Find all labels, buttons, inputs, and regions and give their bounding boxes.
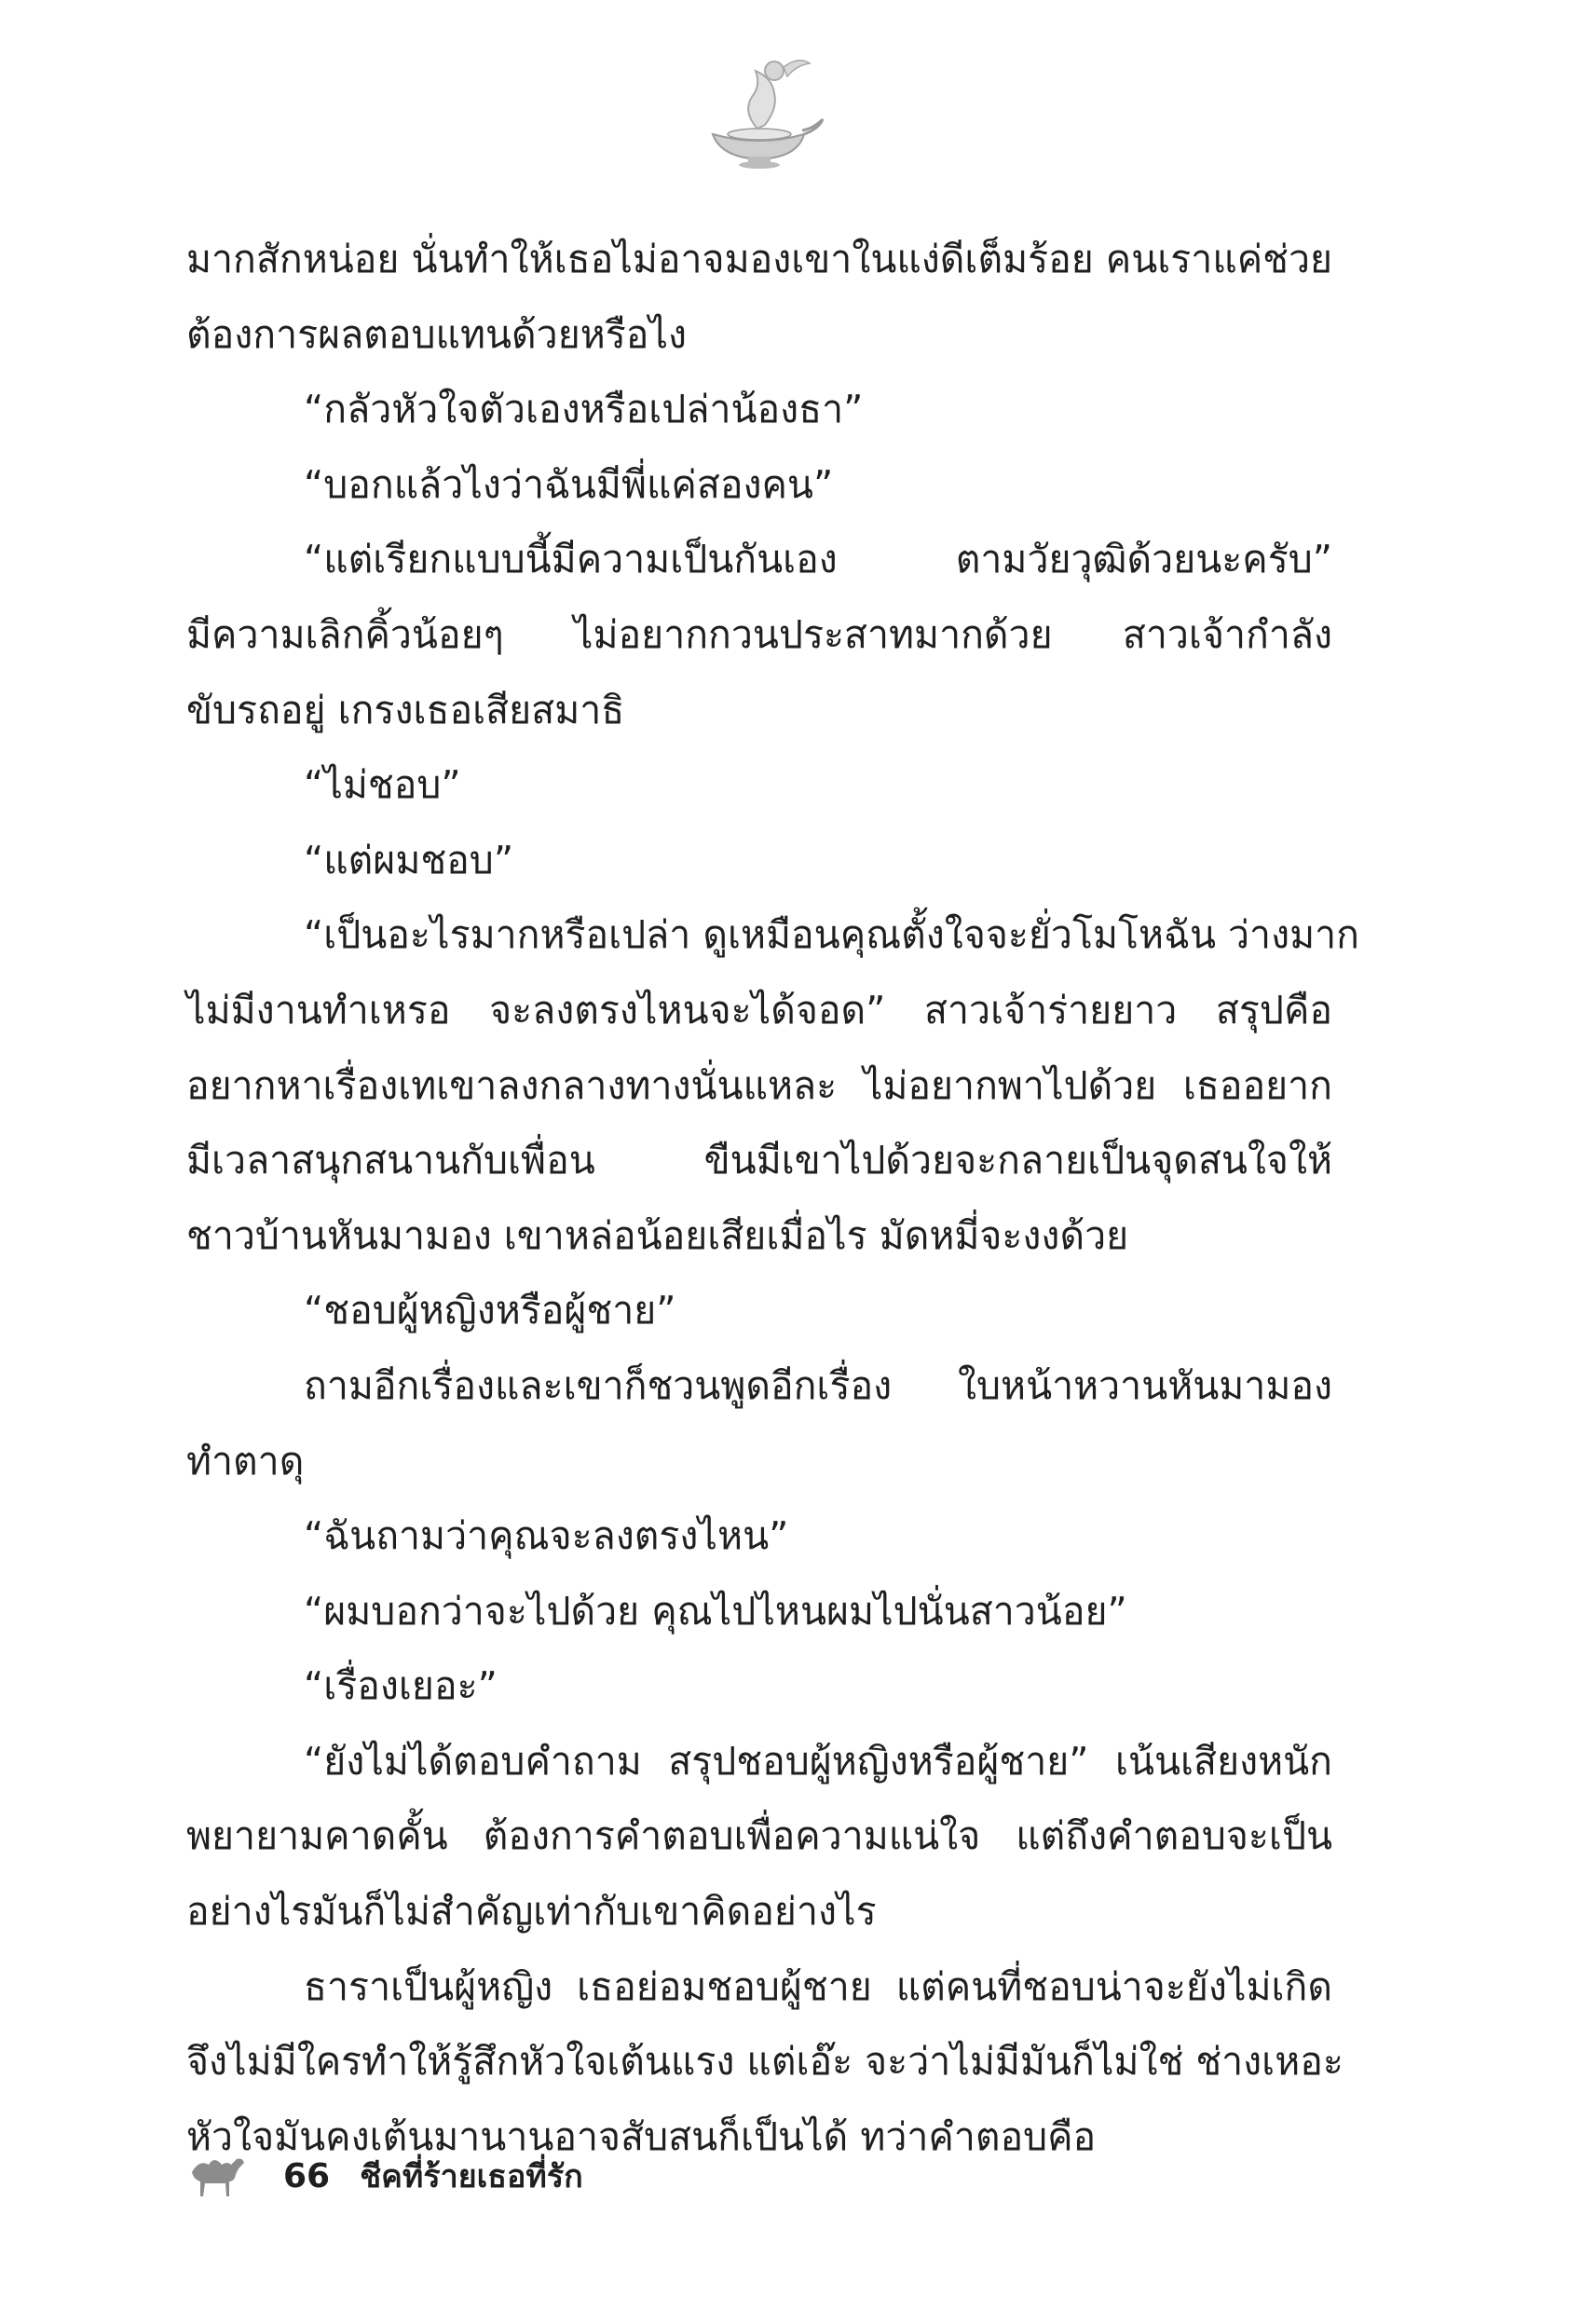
text-line: ขับรถอยู่ เกรงเธอเสียสมาธิ: [186, 687, 625, 732]
text-line: “เรื่องเยอะ”: [304, 1663, 498, 1709]
text-line: “แต่เรียกแบบนี้มีความเป็นกันเอง ตามวัยวุฒิด้วยนะครับ”: [304, 537, 1332, 582]
text-line: ไม่มีงานทำเหรอ จะลงตรงไหนจะได้จอด” สาวเจ้าร่ายยาว สรุปคือ: [186, 987, 1332, 1032]
camel-icon: [186, 2152, 252, 2200]
text-line: พยายามคาดคั้น ต้องการคำตอบเพื่อความแน่ใจ แต่ถึงคำตอบจะเป็น: [186, 1813, 1332, 1859]
genie-lamp-icon: [694, 54, 825, 175]
text-line: “บอกแล้วไงว่าฉันมีพี่แค่สองคน”: [304, 461, 834, 507]
text-line: “ชอบผู้หญิงหรือผู้ชาย”: [304, 1288, 676, 1333]
text-line: “แต่ผมชอบ”: [304, 837, 514, 882]
text-line: หัวใจมันคงเต้นมานานอาจสับสนก็เป็นได้ ทว่าคำตอบคือ: [186, 2113, 1097, 2159]
body-text: [186, 222, 1359, 2174]
text-line: จึงไม่มีใครทำให้รู้สึกหัวใจเต้นแรง แต่เอ๊ะ จะว่าไม่มีมันก็ไม่ใช่ ช่างเหอะ: [186, 2039, 1344, 2085]
text-line: “เป็นอะไรมากหรือเปล่า ดูเหมือนคุณตั้งใจจะยั่วโมโหฉัน ว่างมาก: [304, 912, 1359, 958]
text-line: ชาวบ้านหันมามอง เขาหล่อน้อยเสียเมื่อไร มัดหมี่จะงงด้วย: [186, 1212, 1129, 1258]
page-footer: [186, 2143, 583, 2208]
text-line: มีเวลาสนุกสนานกับเพื่อน ขืนมีเขาไปด้วยจะกลายเป็นจุดสนใจให้: [186, 1138, 1332, 1183]
text-line: อย่างไรมันก็ไม่สำคัญเท่ากับเขาคิดอย่างไร: [186, 1889, 877, 1935]
text-line: “ผมบอกว่าจะไปด้วย คุณไปไหนผมไปนั่นสาวน้อย”: [304, 1588, 1127, 1634]
page-number: 66: [283, 2156, 331, 2195]
text-line: “กลัวหัวใจตัวเองหรือเปล่าน้องธา”: [304, 387, 864, 432]
text-line: อยากหาเรื่องเทเขาลงกลางทางนั่นแหละ ไม่อยากพาไปด้วย เธออยาก: [186, 1062, 1332, 1108]
text-line: “ยังไม่ได้ตอบคำถาม สรุปชอบผู้หญิงหรือผู้ชาย” เน้นเสียงหนัก: [304, 1738, 1332, 1784]
book-title: ชีคที่ร้ายเธอที่รัก: [360, 2158, 583, 2195]
text-line: ธาราเป็นผู้หญิง เธอย่อมชอบผู้ชาย แต่คนที่ชอบน่าจะยังไม่เกิด: [304, 1963, 1332, 2009]
text-line: ถามอีกเรื่องและเขาก็ชวนพูดอีกเรื่อง ใบหน้าหวานหันมามอง: [304, 1362, 1332, 1408]
text-line: มีความเลิกคิ้วน้อยๆ ไม่อยากกวนประสาทมากด้วย สาวเจ้ากำลัง: [186, 611, 1332, 657]
text-line: มากสักหน่อย นั่นทำให้เธอไม่อาจมองเขาในแง่ดีเต็มร้อย คนเราแค่ช่วย: [186, 237, 1333, 281]
text-line: ต้องการผลตอบแทนด้วยหรือไง: [186, 311, 688, 357]
text-line: ทำตาดุ: [186, 1438, 305, 1484]
text-line: “ไม่ชอบ”: [304, 762, 461, 808]
text-line: “ฉันถามว่าคุณจะลงตรงไหน”: [304, 1513, 789, 1559]
